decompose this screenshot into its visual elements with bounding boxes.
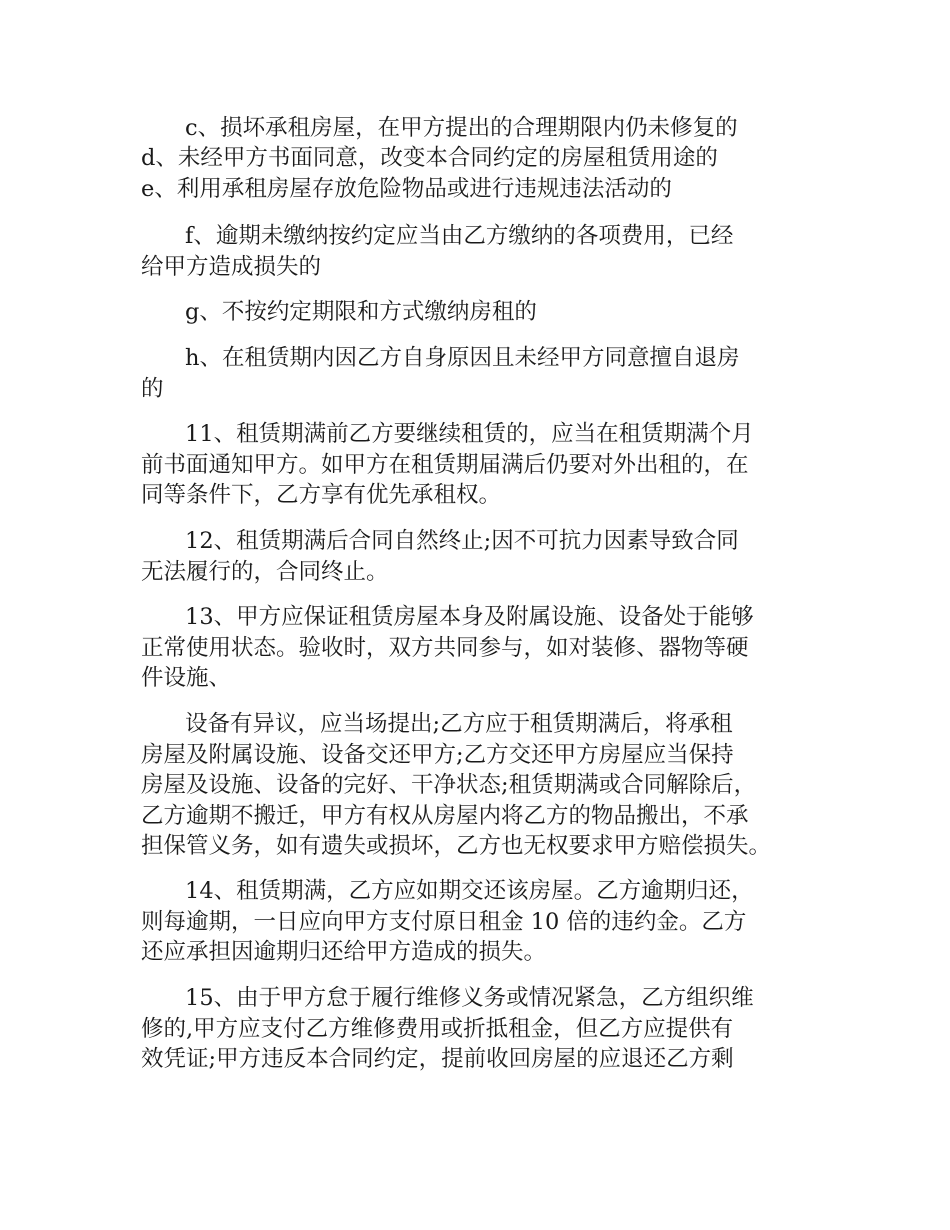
text-line: 正常使用状态。验收时，双方共同参与，如对装修、器物等硬 <box>141 634 749 661</box>
text-line: d、未经甲方书面同意，改变本合同约定的房屋租赁用途的 <box>141 145 718 171</box>
text-line: c、损坏承租房屋，在甲方提出的合理期限内仍未修复的 <box>185 115 738 141</box>
text-line: 的 <box>141 375 164 402</box>
clause-g <box>141 297 811 328</box>
text-line: 还应承担因逾期归还给甲方造成的损失。 <box>141 939 547 965</box>
text-line: g、不按约定期限和方式缴纳房租的 <box>185 299 537 325</box>
text-line: 无法履行的，合同终止。 <box>141 558 389 585</box>
text-line: 则每逾期，一日应向甲方支付原日租金 10 倍的违约金。乙方 <box>141 908 747 935</box>
text-line: h、在租赁期内因乙方自身原因且未经甲方同意擅自退房 <box>185 345 740 371</box>
clause-d <box>141 143 811 174</box>
clause-e <box>141 174 811 205</box>
text-line: 担保管义务，如有遗失或损坏，乙方也无权要求甲方赔偿损失。 <box>141 833 772 859</box>
clause-c <box>141 113 811 144</box>
text-line: 修的,甲方应支付乙方维修费用或折抵租金，但乙方应提供有 <box>141 1015 734 1042</box>
text-line: 12、租赁期满后合同自然终止;因不可抗力因素导致合同 <box>185 528 739 554</box>
text-line: 前书面通知甲方。如甲方在租赁期届满后仍要对外出租的，在 <box>141 451 749 478</box>
text-line: 房屋及附属设施、设备交还甲方;乙方交还甲方房屋应当保持 <box>141 741 734 768</box>
text-line: 15、由于甲方怠于履行维修义务或情况紧急，乙方组织维 <box>185 985 754 1011</box>
text-line: 效凭证;甲方违反本合同约定，提前收回房屋的应退还乙方剩 <box>141 1046 734 1072</box>
text-line: 14、租赁期满，乙方应如期交还该房屋。乙方逾期归还， <box>185 878 754 904</box>
text-line: 13、甲方应保证租赁房屋本身及附属设施、设备处于能够 <box>185 604 754 630</box>
clause-14 <box>141 876 811 968</box>
text-line: 房屋及设施、设备的完好、干净状态;租赁期满或合同解除后， <box>141 772 757 798</box>
clause-15 <box>141 983 811 1075</box>
clause-13-cont <box>141 709 811 862</box>
clause-13 <box>141 602 811 694</box>
clause-f <box>141 221 811 282</box>
clause-11 <box>141 419 811 511</box>
text-line: e、利用承租房屋存放危险物品或进行违规违法活动的 <box>141 176 672 202</box>
text-line: 给甲方造成损失的 <box>141 253 322 280</box>
text-line: f、逾期未缴纳按约定应当由乙方缴纳的各项费用，已经 <box>185 223 734 249</box>
text-line: 设备有异议，应当场提出;乙方应于租赁期满后，将承租 <box>185 711 733 737</box>
clause-12 <box>141 526 811 587</box>
clause-h <box>141 343 811 404</box>
text-line: 同等条件下，乙方享有优先承租权。 <box>141 482 502 508</box>
text-line: 件设施、 <box>141 665 232 691</box>
text-line: 乙方逾期不搬迁，甲方有权从房屋内将乙方的物品搬出，不承 <box>141 802 749 829</box>
text-line: 11、租赁期满前乙方要继续租赁的，应当在租赁期满个月 <box>185 421 754 447</box>
